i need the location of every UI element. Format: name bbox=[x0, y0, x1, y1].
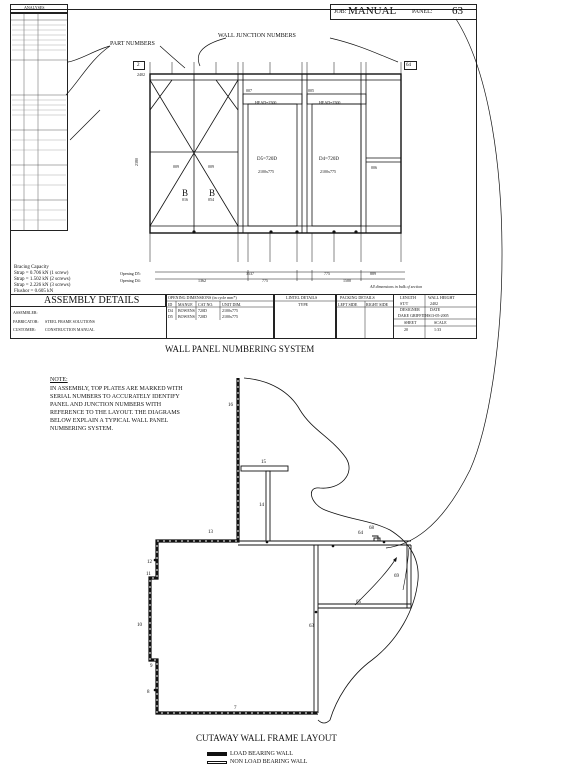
wall-number: 16 bbox=[228, 403, 233, 408]
wall-junction-numbers-callout: WALL JUNCTION NUMBERS bbox=[218, 33, 296, 39]
opening-d5: Opening D5: bbox=[120, 271, 141, 276]
opening-dims-header: OPENING DIMENSIONS (in cycle mm*) bbox=[168, 295, 237, 300]
assembly-details-title: ASSEMBLY DETAILS bbox=[44, 295, 140, 306]
wall-number: 7 bbox=[234, 706, 237, 711]
note-line: SERIAL NUMBERS TO ACCURATELY IDENTIFY bbox=[50, 394, 180, 400]
bracing-strap-1: Strap = 0.706 kN (1 screw) bbox=[14, 271, 69, 276]
opening-cell: 720D bbox=[198, 308, 207, 313]
info-cell: LENGTH bbox=[400, 295, 416, 300]
note-heading: NOTE: bbox=[50, 377, 68, 383]
fabricator-value: STEEL FRAME SOLUTIONS bbox=[45, 319, 95, 324]
info-cell: 13-05-2005 bbox=[430, 313, 449, 318]
packing-header: PACKING DETAILS bbox=[340, 295, 375, 300]
brace-label-left: B bbox=[182, 188, 189, 198]
part-numbers-callout: PART NUMBERS bbox=[110, 41, 155, 47]
opening-d4: Opening D4: bbox=[120, 278, 141, 283]
wall-number: 9 bbox=[150, 664, 153, 669]
part-code: 007 bbox=[246, 88, 252, 93]
part-code: 006 bbox=[371, 165, 377, 170]
dim: 889 bbox=[370, 271, 376, 276]
numbering-system-title: WALL PANEL NUMBERING SYSTEM bbox=[165, 344, 315, 354]
door-left-size: 2100x775 bbox=[258, 169, 274, 174]
opening-cell: 720D bbox=[198, 314, 207, 319]
note-line: BELOW EXPLAIN A TYPICAL WALL PANEL bbox=[50, 418, 169, 424]
wall-number: 8 bbox=[147, 690, 150, 695]
opening-cell: 2100x775 bbox=[222, 314, 238, 319]
assembler-label: ASSEMBLER: bbox=[13, 310, 38, 315]
opening-cell: D5 bbox=[168, 314, 173, 319]
opening-col: ID bbox=[168, 302, 173, 307]
non-load-bearing-label: NON LOAD BEARING WALL bbox=[230, 759, 308, 765]
lintel-header: LINTEL DETAILS bbox=[286, 295, 318, 300]
info-cell: DATE bbox=[430, 307, 441, 312]
info-cell: ST/T bbox=[400, 301, 409, 306]
note-line: IN ASSEMBLY, TOP PLATES ARE MARKED WITH bbox=[50, 386, 183, 392]
part-code: 009 bbox=[208, 164, 214, 169]
bracing-flushor: Flushor = 0.605 kN bbox=[14, 289, 54, 294]
load-bearing-label: LOAD BEARING WALL bbox=[230, 751, 293, 757]
part-code: 005 bbox=[308, 88, 314, 93]
wall-number: 65 bbox=[356, 600, 361, 605]
info-cell: SCALE bbox=[434, 320, 447, 325]
dim: 775 bbox=[262, 278, 268, 283]
bracing-strap-2: Strap = 1.502 kN (2 screws) bbox=[14, 277, 71, 282]
wall-number: 63 bbox=[309, 624, 314, 629]
part-code: 009 bbox=[173, 164, 179, 169]
customer-value: CONSTRUCTION MANUAL bbox=[45, 327, 95, 332]
info-cell: SHEET bbox=[404, 320, 417, 325]
dims-note: All dimensions in bulk of section bbox=[370, 284, 423, 289]
info-cell: 20 bbox=[404, 327, 408, 332]
height-mid: 2380 bbox=[134, 158, 139, 166]
wall-number: 69 bbox=[394, 574, 399, 579]
info-cell: 1:33 bbox=[434, 327, 442, 332]
layout-title: CUTAWAY WALL FRAME LAYOUT bbox=[196, 733, 337, 743]
lintel-type: TYPE bbox=[298, 302, 308, 307]
info-cell: 2402 bbox=[430, 301, 438, 306]
job-label: JOB: bbox=[334, 9, 347, 15]
brace-label-right: B bbox=[209, 188, 216, 198]
wall-number: 11 bbox=[146, 572, 151, 577]
wall-number: 68 bbox=[369, 526, 374, 531]
bracing-title: Bracing Capacity bbox=[14, 265, 49, 270]
head-left: HEAD=2500 bbox=[255, 100, 277, 105]
opening-cell: D4 bbox=[168, 308, 173, 313]
wall-number: 64 bbox=[358, 531, 363, 536]
job-value: MANUAL bbox=[348, 5, 397, 17]
analysis-label: ANALYSES bbox=[24, 5, 45, 10]
head-right: HEAD=2500 bbox=[319, 100, 341, 105]
info-cell: DAKE GRIFFITHS bbox=[398, 313, 431, 318]
info-cell: DESIGNER bbox=[400, 307, 420, 312]
wall-number: 13 bbox=[208, 530, 213, 535]
height-left: 2402 bbox=[137, 72, 145, 77]
bracing-strap-3: Strap = 2.226 kN (3 screws) bbox=[14, 283, 71, 288]
panel-value: 63 bbox=[452, 5, 463, 17]
note-line: PANEL AND JUNCTION NUMBERS WITH bbox=[50, 402, 162, 408]
info-cell: WALL HEIGHT bbox=[428, 295, 455, 300]
opening-cell: 2100x775 bbox=[222, 308, 238, 313]
panel-label: PANEL: bbox=[412, 9, 433, 15]
opening-cell: BOWENS bbox=[178, 314, 195, 319]
part-code: 054 bbox=[208, 197, 214, 202]
packing-col: LEFT SIDE bbox=[338, 302, 358, 307]
fabricator-label: FABRICATOR: bbox=[13, 319, 39, 324]
part-code: 016 bbox=[182, 197, 188, 202]
opening-col: CAT NO. bbox=[198, 302, 214, 307]
packing-col: RIGHT SIDE bbox=[366, 302, 389, 307]
opening-cell: BOWENS bbox=[178, 308, 195, 313]
door-left: D5=720D bbox=[257, 157, 278, 162]
note-line: REFERENCE TO THE LAYOUT. THE DIAGRAMS bbox=[50, 410, 180, 416]
wall-number: 14 bbox=[259, 503, 264, 508]
dim: 1362 bbox=[198, 278, 206, 283]
dim: 1500 bbox=[343, 278, 351, 283]
right-panel-tag-text: 64 bbox=[406, 63, 411, 68]
dim: 3537 bbox=[246, 271, 254, 276]
wall-number: 10 bbox=[137, 623, 142, 628]
door-right: D4=720D bbox=[319, 157, 340, 162]
wall-number: 12 bbox=[147, 560, 152, 565]
dim: 775 bbox=[324, 271, 330, 276]
door-right-size: 2100x775 bbox=[320, 169, 336, 174]
note-line: NUMBERING SYSTEM. bbox=[50, 426, 114, 432]
customer-label: CUSTOMER: bbox=[13, 327, 36, 332]
opening-col: MANUF. bbox=[178, 302, 194, 307]
wall-number: 15 bbox=[261, 460, 266, 465]
opening-col: UNIT DIM. bbox=[222, 302, 242, 307]
left-panel-tag-text: 2 bbox=[137, 63, 140, 68]
